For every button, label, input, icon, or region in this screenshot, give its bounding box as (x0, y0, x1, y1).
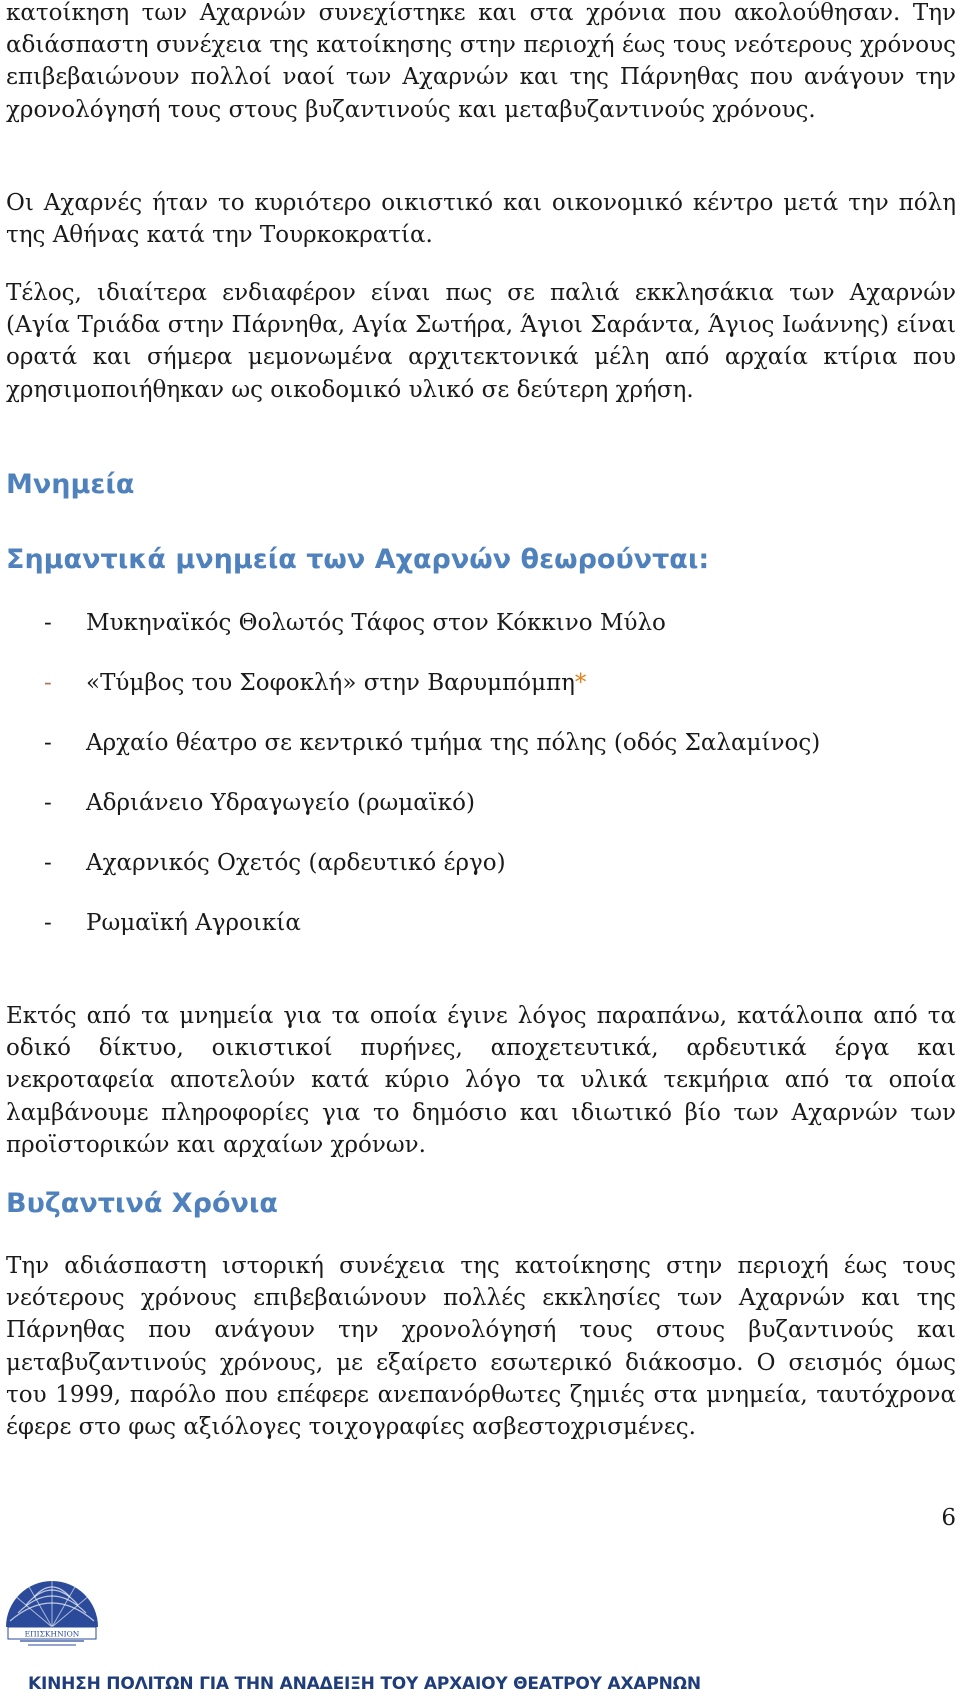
heading-byzantine-years: Βυζαντινά Χρόνια (6, 1188, 278, 1219)
list-item (6, 844, 956, 904)
asterisk-mark: * (574, 670, 587, 696)
paragraph-settlement-continuity: κατοίκηση των Αχαρνών συνεχίστηκε και στα χρόνια που ακολούθησαν. Την αδιάσπαστη συνέχεια της κατοίκησης στην περιοχή έως τους νεότερους χρόνους επιβεβαιώνουν πολλοί ναοί των Αχαρνών και της Πάρνηθας που ανάγουν την χρονολόγησή τους στους βυζαντινούς και μεταβυζαντινούς χρόνους. (6, 0, 956, 123)
page-number: 6 (941, 1505, 956, 1531)
list-item (6, 604, 956, 664)
list-item-text: Μυκηναϊκός Θολωτός Τάφος στον Κόκκινο Μύλο (86, 610, 666, 636)
list-item-text: Αρχαίο θέατρο σε κεντρικό τμήμα της πόλης (οδός Σαλαμίνος) (86, 730, 821, 756)
list-item (6, 664, 956, 724)
list-item-text: Αχαρνικός Οχετός (αρδευτικό έργο) (86, 850, 506, 876)
paragraph-material-evidence: Εκτός από τα μνημεία για τα οποία έγινε λόγος παραπάνω, κατάλοιπα από τα οδικό δίκτυο, οικιστικοί πυρήνες, αποχετευτικά, αρδευτικά έργα και νεκροταφεία αποτελούν κατά κύριο λόγο τα υλικά τεκμήρια από τα οποία λαμβάνουμε πληροφορίες για το δημόσιο και ιδιωτικό βίο των Αχαρνών των προϊστορικών και αρχαίων χρόνων. (6, 1003, 956, 1158)
list-dash: - (44, 850, 52, 876)
list-item (6, 724, 956, 784)
list-item-text-main: «Τύμβος του Σοφοκλή» στην Βαρυμπόμπη (86, 670, 575, 696)
monument-list (6, 604, 956, 964)
logo-wordmark: ΕΠΙΣΚΗΝΙΟΝ (24, 1629, 80, 1639)
list-item (6, 784, 956, 844)
list-dash: - (44, 730, 52, 756)
list-dash: - (44, 670, 52, 696)
footer-organization-name: ΚΙΝΗΣΗ ΠΟΛΙΤΩΝ ΓΙΑ ΤΗΝ ΑΝΑΔΕΙΞΗ ΤΟΥ ΑΡΧΑΙΟΥ ΘΕΑΤΡΟΥ ΑΧΑΡΝΩΝ (28, 1674, 701, 1694)
episkinion-logo-icon (4, 1565, 100, 1651)
list-item-text: Ρωμαϊκή Αγροικία (86, 910, 301, 936)
paragraph-byzantine-churches: Την αδιάσπαστη ιστορική συνέχεια της κατοίκησης στην περιοχή έως τους νεότερους χρόνους επιβεβαιώνουν πολλές εκκλησίες των Αχαρνών και της Πάρνηθας που ανάγουν την χρονολόγησή τους στους βυζαντινούς και μεταβυζαντινούς χρόνους, με εξαίρετο εσωτερικό διάκοσμο. Ο σεισμός όμως του 1999, παρόλο που επέφερε ανεπανόρθωτες ζημιές στα μνημεία, ταυτόχρονα έφερε στο φως αξιόλογες τοιχογραφίες ασβεστοχρισμένες. (6, 1253, 956, 1441)
paragraph-small-churches: Τέλος, ιδιαίτερα ενδιαφέρον είναι πως σε παλιά εκκλησάκια των Αχαρνών (Αγία Τριάδα στην Πάρνηθα, Αγία Σωτήρα, Άγιοι Σαράντα, Άγιος Ιωάννης) είναι ορατά και σήμερα μεμονωμένα αρχιτεκτονικά μέλη από αρχαία κτίρια που χρησιμοποιήθηκαν ως οικοδομικό υλικό σε δεύτερη χρήση. (6, 280, 956, 403)
list-item-text (86, 664, 586, 702)
list-dash: - (44, 610, 52, 636)
heading-monuments: Μνημεία (6, 469, 135, 500)
list-dash: - (44, 790, 52, 816)
list-item (6, 904, 956, 964)
list-dash: - (44, 910, 52, 936)
heading-important-monuments: Σημαντικά μνημεία των Αχαρνών θεωρούνται: (6, 544, 710, 575)
paragraph-ottoman-period: Οι Αχαρνές ήταν το κυριότερο οικιστικό και οικονομικό κέντρο μετά την πόλη της Αθήνας κατά την Τουρκοκρατία. (6, 190, 956, 249)
list-item-text: Αδριάνειο Υδραγωγείο (ρωμαϊκό) (86, 790, 475, 816)
